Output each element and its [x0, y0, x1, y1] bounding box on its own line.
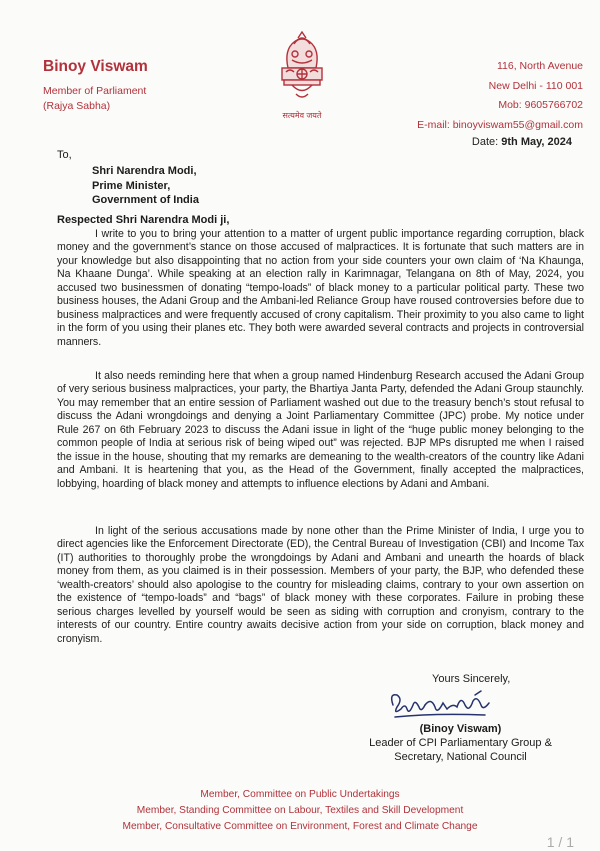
address-line-2: New Delhi - 110 001 [488, 79, 583, 92]
letter-date [472, 136, 572, 148]
contact-address [417, 57, 583, 135]
footer-line-2: Member, Standing Committee on Labour, Textiles and Skill Development [136, 805, 464, 816]
recipient-name: Shri Narendra Modi, [92, 165, 197, 177]
emblem-motto: सत्यमेव जयते [282, 111, 322, 120]
salutation: Respected Shri Narendra Modi ji, [57, 214, 230, 226]
sender-role [43, 84, 146, 114]
signatory-title-1: Leader of CPI Parliamentary Group & [369, 736, 552, 749]
recipient-org: Government of India [92, 194, 199, 206]
letterhead-footer [0, 787, 600, 835]
recipient-title: Prime Minister, [92, 179, 171, 192]
signature-block [343, 723, 578, 764]
address-line-1: 116, North Avenue [496, 60, 583, 72]
to-label: To, [57, 149, 72, 161]
mobile-number: Mob: 9605766702 [498, 99, 583, 111]
signatory-name: (Binoy Viswam) [419, 723, 502, 735]
signatory-title-2: Secretary, National Council [394, 750, 527, 763]
email-address: E-mail: binoyviswam55@gmail.com [417, 118, 583, 131]
footer-line-3: Member, Consultative Committee on Environment, Forest and Climate Change [122, 821, 478, 832]
page-number: 1 / 1 [546, 834, 574, 850]
recipient-block [92, 164, 199, 208]
paragraph-3: In light of the serious accusations made by none other than the Prime Minister of India, I urge you to direct agencies like the Enforcement Directorate (ED), the Central Bureau of Investigation (CBI) and Income Tax (IT) authorities to thoroughly probe the wrongdoings by Adani and Ambani and unearth the hoards of black money from them, as you claimed is in their possession. Members of your party, the BJP, who defended these ‘wealth-creators’ should also apologise to the country for misleading claims, contrary to your own assertion on the existence of “tempo-loads” and “bags” of black money with these corporates. Failure in probing these serious charges levelled by yourself would be seen as siding with corruption and cronyism, contrary to the interests of our country. Entire country awaits decisive action from your side on corruption, black money and cronyism. [57, 525, 584, 645]
sender-name: Binoy Viswam [43, 58, 148, 75]
paragraph-1: I write to you to bring your attention to a matter of urgent public importance regarding corruption, black money and the government’s stance on those accused of malpractices. It is fortunate that such matters are in your knowledge but also disappointing that no action from your side counters your own claim of ‘Na Khaunga, Na Khaane Dunga’. While speaking at an election rally in Karimnagar, Telangana on 8th of May, 2024, you accused two businessmen of donating “tempo-loads” of black money to a particular political party. These two business houses, the Adani Group and the Ambani-led Reliance Group have roused controversies before due to business malpractices and were frequently accused of crony capitalism. Their proximity to you also came to light in the form of you using their planes etc. They both were awarded several contracts and projects in controversial manners. [57, 228, 584, 348]
closing: Yours Sincerely, [432, 673, 511, 685]
sender-title: Member of Parliament [43, 85, 147, 97]
date-label: Date: [471, 136, 499, 148]
date-value: 9th May, 2024 [501, 136, 572, 148]
footer-line-1: Member, Committee on Public Undertakings [200, 789, 400, 800]
paragraph-2: It also needs reminding here that when a group named Hindenburg Research accused the Adani Group of very serious business malpractices, your party, the Bhartiya Janta Party, defended the Adani Group staunchly. You may remember that an entire session of Parliament washed out due to the treasury bench’s stout refusal to discuss the Adani wrongdoings and denying a Joint Parliamentary Committee (JPC) probe. My notice under Rule 267 on 6th February 2023 to discuss the Adani issue in light of the “huge public money belonging to the common people of India at serious risk of being wiped out” was rejected. BJP MPs disrupted me when I raised the issue in the house, shouting that my remarks are demeaning to the wealth-creators of the country like Adani and Ambani. It is heartening that you, as the Head of the Government, finally accepted the malpractices, lobbying, hoarding of black money and attempts to influence elections by Adani and Ambani. [57, 370, 584, 490]
sender-house: (Rajya Sabha) [43, 100, 111, 112]
handwritten-signature [385, 685, 505, 725]
